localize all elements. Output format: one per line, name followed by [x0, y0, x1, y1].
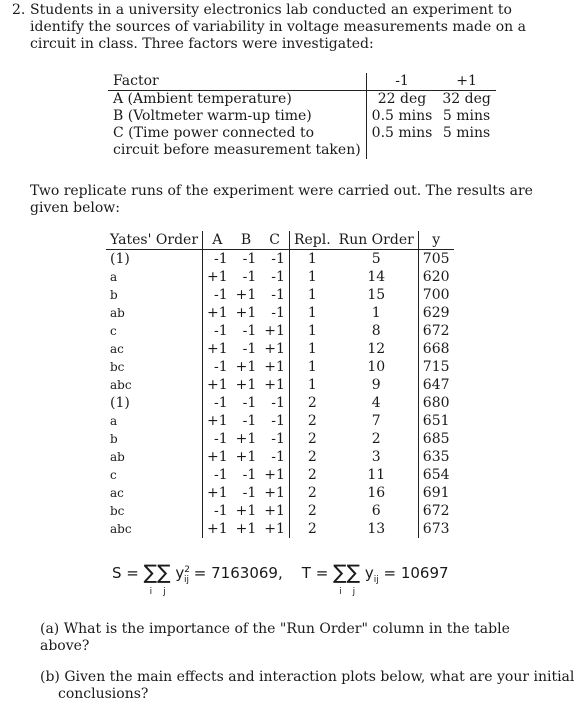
- factor-name: circuit before measurement taken): [113, 142, 361, 158]
- high-level-header: +1: [437, 73, 495, 91]
- t-term: $y_{ij}$: [364, 564, 379, 585]
- factor-b: +1: [235, 377, 257, 393]
- table-row: [106, 304, 454, 322]
- factor-name: B (Voltmeter warm-up time): [113, 108, 312, 124]
- part-a: (a) What is the importance of the "Run Order" column in the table above?: [40, 621, 510, 654]
- table-row: [106, 286, 454, 304]
- factor-c: -1: [271, 449, 285, 465]
- t-value: 10697: [400, 564, 449, 582]
- response-y: 705: [418, 250, 453, 269]
- factor-c: -1: [271, 305, 285, 321]
- replicate: 2: [289, 448, 334, 466]
- response-y: 629: [418, 304, 453, 322]
- col-repl: Repl.: [289, 231, 334, 250]
- factor-c: +1: [264, 521, 285, 537]
- run-order: 1: [371, 305, 381, 321]
- factor-a: +1: [203, 520, 232, 538]
- response-y: 668: [418, 340, 453, 358]
- table-row: [106, 412, 454, 430]
- run-order: 4: [371, 395, 381, 411]
- replicate: 1: [289, 322, 334, 340]
- factor-a: +1: [203, 304, 232, 322]
- replicate: 2: [289, 466, 334, 484]
- run-order: 7: [371, 413, 381, 429]
- response-y: 673: [418, 520, 453, 538]
- response-y: 700: [418, 286, 453, 304]
- run-order: 15: [367, 287, 386, 303]
- table-row: [106, 250, 454, 269]
- table-row: [106, 340, 454, 358]
- replicate: 1: [289, 286, 334, 304]
- run-order: 13: [367, 521, 386, 537]
- replicate-text: Two replicate runs of the experiment were carried out. The results are given below:: [30, 183, 533, 216]
- question-text: Students in a university electronics lab conducted an experiment to identify the sources of variability in voltage measurements made on a circuit in class. Three factors were investigated:: [30, 2, 526, 52]
- factor-table-header: [108, 73, 496, 91]
- table-row: [106, 520, 454, 538]
- response-y: 620: [418, 268, 453, 286]
- replicate: 1: [289, 358, 334, 376]
- low-level: 0.5 mins: [366, 108, 437, 125]
- factor-c: -1: [271, 431, 285, 447]
- table-row: [106, 484, 454, 502]
- yates-order: c: [110, 468, 117, 482]
- factor-row: [108, 91, 496, 109]
- factor-name: C (Time power connected to: [113, 125, 315, 141]
- replicate: 2: [289, 394, 334, 412]
- factor-b: -1: [242, 467, 257, 483]
- col-b: B: [232, 231, 261, 250]
- replicate: 2: [289, 412, 334, 430]
- run-order: 8: [371, 323, 381, 339]
- factor-header: Factor: [108, 73, 366, 91]
- response-y: 691: [418, 484, 453, 502]
- yates-order: bc: [110, 360, 125, 374]
- replicate: 2: [289, 430, 334, 448]
- response-y: 680: [418, 394, 453, 412]
- factor-c: +1: [264, 503, 285, 519]
- table-row: [106, 448, 454, 466]
- replicate: 1: [289, 268, 334, 286]
- replicate: 1: [289, 376, 334, 394]
- run-order: 5: [371, 251, 381, 267]
- factor-c: +1: [264, 485, 285, 501]
- high-level: 32 deg: [442, 91, 491, 107]
- factor-b: -1: [242, 341, 257, 357]
- factor-b: -1: [242, 323, 257, 339]
- table-row: [106, 376, 454, 394]
- response-y: 672: [418, 322, 453, 340]
- factor-b: -1: [242, 395, 257, 411]
- table-row: [106, 430, 454, 448]
- s-label: S: [112, 564, 122, 582]
- factor-b: +1: [235, 359, 257, 375]
- response-y: 672: [418, 502, 453, 520]
- run-order: 11: [367, 467, 386, 483]
- replicate: 1: [289, 340, 334, 358]
- yates-order: b: [110, 432, 118, 446]
- replicate: 2: [289, 502, 334, 520]
- factor-b: +1: [235, 449, 257, 465]
- table-row: [106, 358, 454, 376]
- factor-b: -1: [242, 485, 257, 501]
- run-order: 14: [367, 269, 386, 285]
- factor-c: -1: [271, 287, 285, 303]
- factor-c: -1: [271, 395, 285, 411]
- factor-a: -1: [203, 394, 232, 412]
- table-row: [106, 268, 454, 286]
- replicate: 2: [289, 484, 334, 502]
- table-row: [106, 502, 454, 520]
- factor-a: +1: [203, 412, 232, 430]
- factor-a: +1: [203, 376, 232, 394]
- yates-order: (1): [110, 251, 130, 267]
- factor-b: -1: [242, 413, 257, 429]
- replicate: 1: [289, 304, 334, 322]
- col-yates-order: Yates' Order: [106, 231, 203, 250]
- factor-a: -1: [203, 430, 232, 448]
- s-term: $y^2_{ij}$: [175, 564, 191, 585]
- col-a: A: [203, 231, 232, 250]
- run-order: 12: [367, 341, 386, 357]
- factor-c: +1: [264, 359, 285, 375]
- yates-order: (1): [110, 395, 130, 411]
- yates-order: abc: [110, 522, 132, 536]
- part-b: (b) Given the main effects and interaction plots below, what are your initial conclusions?: [40, 669, 575, 702]
- factor-b: +1: [235, 521, 257, 537]
- response-y: 651: [418, 412, 453, 430]
- sum-j-icon: ∑ j: [346, 560, 361, 597]
- table-row: [106, 394, 454, 412]
- factor-c: +1: [264, 323, 285, 339]
- sum-i-icon: ∑ i: [333, 560, 347, 597]
- col-c: C: [260, 231, 289, 250]
- response-y: 647: [418, 376, 453, 394]
- yates-order: a: [110, 270, 118, 284]
- factor-a: -1: [203, 286, 232, 304]
- s-value: 7163069,: [211, 564, 283, 582]
- factor-row: [108, 108, 496, 125]
- factor-c: -1: [271, 251, 285, 267]
- high-level: 5 mins: [442, 108, 491, 124]
- run-order: 10: [367, 359, 386, 375]
- factor-c: +1: [264, 467, 285, 483]
- low-level: 0.5 mins: [366, 125, 437, 142]
- yates-order: bc: [110, 504, 125, 518]
- run-order: 9: [371, 377, 381, 393]
- yates-order: ab: [110, 450, 125, 464]
- response-y: 685: [418, 430, 453, 448]
- col-y: y: [418, 231, 453, 250]
- factor-row: [108, 142, 496, 159]
- factor-c: -1: [271, 413, 285, 429]
- factor-c: +1: [264, 341, 285, 357]
- yates-order: ac: [110, 342, 124, 356]
- results-table: [106, 231, 454, 538]
- question-intro: [12, 2, 557, 53]
- high-level: [437, 142, 495, 159]
- factor-b: -1: [242, 269, 257, 285]
- factor-b: +1: [235, 503, 257, 519]
- factor-a: -1: [203, 466, 232, 484]
- sum-j-icon: ∑ j: [157, 560, 171, 597]
- response-y: 654: [418, 466, 453, 484]
- run-order: 3: [371, 449, 381, 465]
- run-order: 2: [371, 431, 381, 447]
- question-number: 2.: [12, 2, 26, 18]
- sum-formula: S = ∑ i ∑ j $y^2_{ij} = 7163069$, T = ∑ i ∑ j $y_{ij} = 10697$: [112, 560, 449, 597]
- replicate: 2: [289, 520, 334, 538]
- low-level: [366, 142, 437, 159]
- factor-name: A (Ambient temperature): [113, 91, 292, 107]
- factor-a: -1: [203, 250, 232, 269]
- low-level-header: -1: [366, 73, 437, 91]
- sum-i-icon: ∑ i: [143, 560, 158, 597]
- factor-c: +1: [264, 377, 285, 393]
- factor-b: +1: [235, 287, 257, 303]
- factor-a: -1: [203, 502, 232, 520]
- factor-a: -1: [203, 358, 232, 376]
- col-run-order: Run Order: [335, 231, 419, 250]
- yates-order: ac: [110, 486, 124, 500]
- response-y: 635: [418, 448, 453, 466]
- yates-order: a: [110, 414, 118, 428]
- results-table-header: [106, 231, 454, 250]
- replicate: 1: [289, 250, 334, 269]
- factor-c: -1: [271, 269, 285, 285]
- factor-a: +1: [203, 448, 232, 466]
- factor-b: +1: [235, 305, 257, 321]
- yates-order: abc: [110, 378, 132, 392]
- factor-b: +1: [235, 431, 257, 447]
- run-order: 16: [367, 485, 386, 501]
- factor-a: +1: [203, 268, 232, 286]
- factor-b: -1: [242, 251, 257, 267]
- factor-table: [108, 73, 496, 159]
- factor-a: -1: [203, 322, 232, 340]
- yates-order: ab: [110, 306, 125, 320]
- table-row: [106, 322, 454, 340]
- factor-a: +1: [203, 340, 232, 358]
- run-order: 6: [371, 503, 381, 519]
- table-row: [106, 466, 454, 484]
- low-level: 22 deg: [366, 91, 437, 109]
- yates-order: b: [110, 288, 118, 302]
- high-level: 5 mins: [442, 125, 491, 141]
- yates-order: c: [110, 324, 117, 338]
- factor-a: +1: [203, 484, 232, 502]
- response-y: 715: [418, 358, 453, 376]
- t-label: T: [301, 564, 311, 582]
- factor-row: [108, 125, 496, 142]
